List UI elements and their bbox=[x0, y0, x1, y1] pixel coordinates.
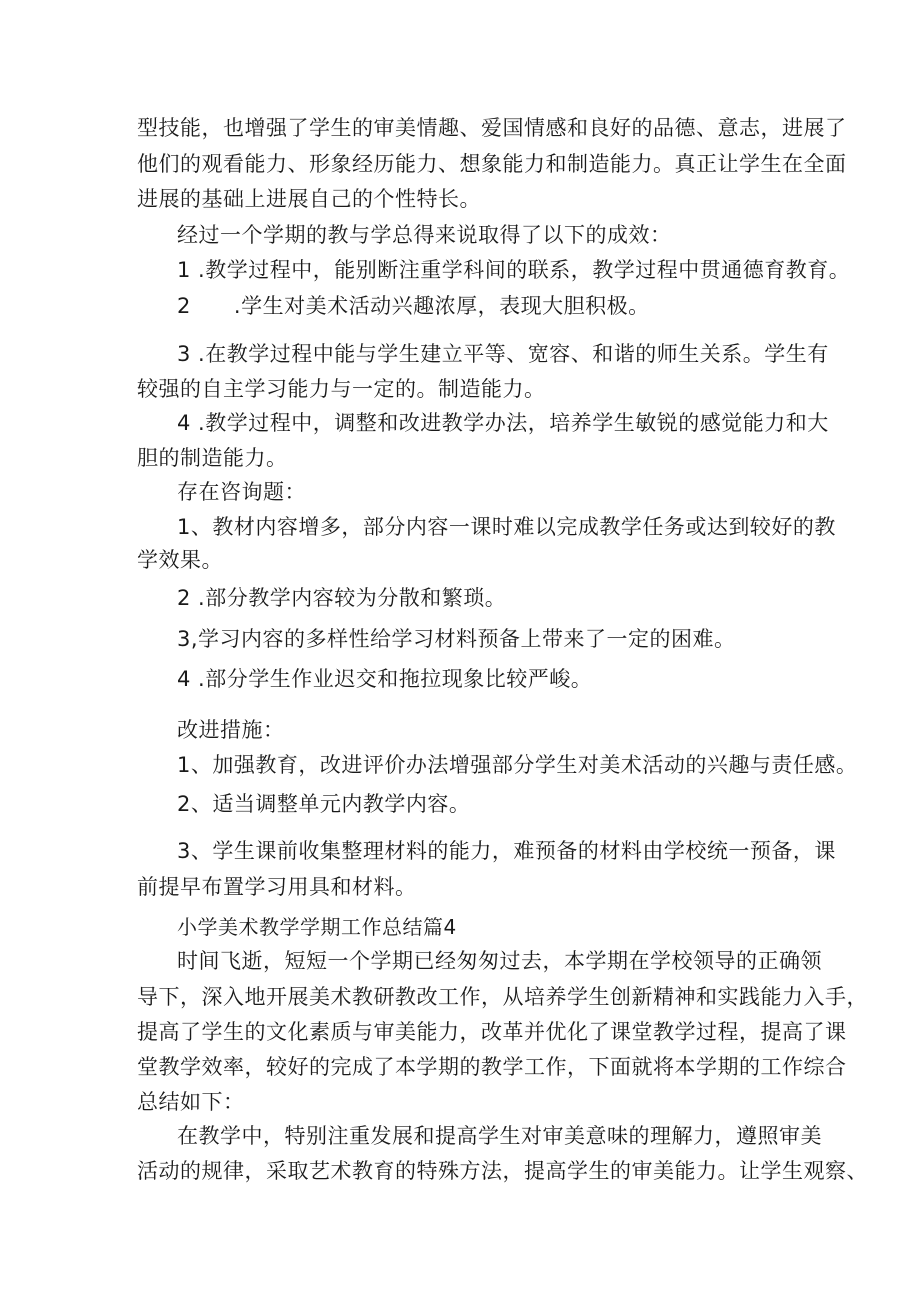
list-item: 3,学习内容的多样性给学习材料预备上带来了一定的困难。 bbox=[177, 627, 736, 651]
text-line: 活动的规律，采取艺术教育的特殊方法，提高学生的审美能力。让学生观察、 bbox=[137, 1159, 868, 1183]
text-line: 进展的基础上进展自己的个性特长。 bbox=[137, 187, 481, 211]
list-item: 1、教材内容增多，部分内容一课时难以完成教学任务或达到较好的教 bbox=[177, 515, 836, 539]
text-line: 他们的观看能力、形象经历能力、想象能力和制造能力。真正让学生在全面 bbox=[137, 152, 847, 176]
list-item: 2 .部分教学内容较为分散和繁琐。 bbox=[177, 586, 507, 610]
text-line: 导下，深入地开展美术教研教改工作，从培养学生创新精神和实践能力入手， bbox=[137, 985, 868, 1009]
list-item: 2、适当调整单元内教学内容。 bbox=[177, 792, 471, 816]
list-item: 1、加强教育，改进评价办法增强部分学生对美术活动的兴趣与责任感。 bbox=[177, 753, 858, 777]
article-title: 小学美术教学学期工作总结篇4 bbox=[177, 915, 457, 939]
list-item: 3 .在教学过程中能与学生建立平等、宽容、和谐的师生关系。学生有 bbox=[177, 342, 829, 366]
text-line: 堂教学效率，较好的完成了本学期的教学工作，下面就将本学期的工作综合 bbox=[137, 1055, 847, 1079]
text-line: 型技能，也增强了学生的审美情趣、爱国情感和良好的品德、意志，进展了 bbox=[137, 116, 847, 140]
text-line: 较强的自主学习能力与一定的。制造能力。 bbox=[137, 377, 546, 401]
list-item: 4 .教学过程中，调整和改进教学办法，培养学生敏锐的感觉能力和大 bbox=[177, 411, 829, 435]
text-line: 经过一个学期的教与学总得来说取得了以下的成效： bbox=[177, 223, 672, 247]
list-item: 1 .教学过程中，能别断注重学科间的联系，教学过程中贯通德育教育。 bbox=[177, 258, 851, 282]
list-item: 3、学生课前收集整理材料的能力，难预备的材料由学校统一预备，课 bbox=[177, 839, 836, 863]
text-line: 提高了学生的文化素质与审美能力，改革并优化了课堂教学过程，提高了课 bbox=[137, 1020, 847, 1044]
text-line: 总结如下： bbox=[137, 1090, 245, 1114]
text-line: 时间飞逝，短短一个学期已经匆匆过去，本学期在学校领导的正确领 bbox=[177, 949, 822, 973]
text-line: 学效果。 bbox=[137, 548, 223, 572]
text-line: 胆的制造能力。 bbox=[137, 446, 288, 470]
text-line: 在教学中，特别注重发展和提高学生对审美意味的理解力，遵照审美 bbox=[177, 1124, 822, 1148]
text-line: 前提早布置学习用具和材料。 bbox=[137, 875, 417, 899]
list-item: 4 .部分学生作业迟交和拖拉现象比较严峻。 bbox=[177, 667, 593, 691]
section-heading: 存在咨询题： bbox=[177, 480, 306, 504]
section-heading: 改进措施： bbox=[177, 718, 285, 742]
list-item: 2 .学生对美术活动兴趣浓厚，表现大胆积极。 bbox=[177, 294, 650, 318]
